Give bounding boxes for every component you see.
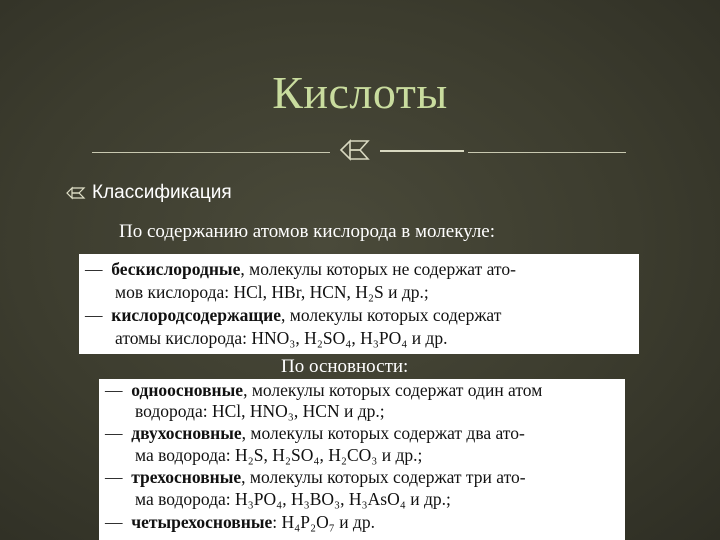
slide-title: Кислоты (272, 67, 448, 118)
box-line: — трехосновные, молекулы которых содержат три ато- (105, 467, 526, 487)
box-line: атомы кислорода: HNO₃, H₂SO₄, H₃PO₄ и др. (115, 328, 448, 348)
box-line: ма водорода: H₃PO₄, H₃BO₃, H₃AsO₄ и др.; (135, 489, 451, 509)
box-line: — одноосновные, молекулы которых содержат один атом (105, 380, 543, 400)
basicity-classification-box (99, 379, 625, 540)
classification-item (66, 182, 232, 204)
classification-label: Классификация (92, 182, 232, 203)
box-line: — двухосновные, молекулы которых содержат два ато- (105, 423, 525, 443)
box-line: — кислородсодержащие, молекулы которых содержат (85, 305, 502, 325)
box-line: — четырехосновные: H₄P₂O₇ и др. (105, 512, 375, 532)
title-divider-mid (380, 150, 464, 152)
bullet-ornament-icon (66, 185, 86, 201)
title-divider-left (92, 152, 330, 153)
basicity-heading: По основности: (281, 356, 409, 377)
bullet-ornament-icon (338, 135, 372, 169)
box-line: — бескислородные, молекулы которых не содержат ато- (85, 259, 516, 279)
oxygen-heading: По содержанию атомов кислорода в молекуле: (119, 221, 496, 242)
title-divider-right (468, 152, 626, 153)
box-line: ма водорода: H₂S, H₂SO₄, H₂CO₃ и др.; (135, 445, 423, 465)
box-line: мов кислорода: HCl, HBr, HCN, H₂S и др.; (115, 282, 429, 302)
oxygen-classification-box (79, 254, 639, 354)
box-line: водорода: HCl, HNO₃, HCN и др.; (135, 401, 385, 421)
